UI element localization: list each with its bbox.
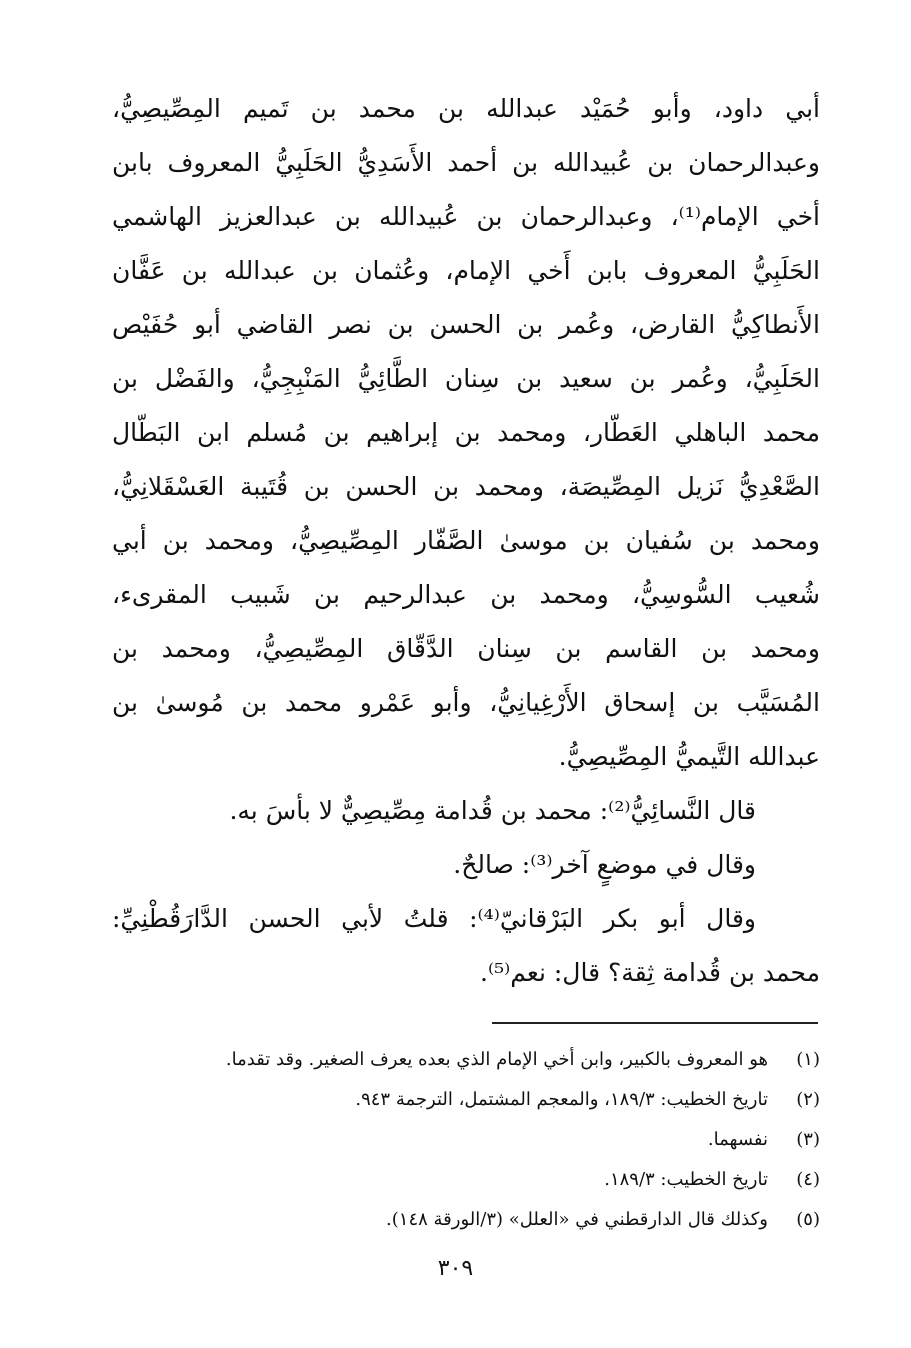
text-line: الصَّعْدِيُّ نَزيل المِصِّيصَة، ومحمد بن الحسن بن قُتَيبة العَسْقَلانِيُّ، xyxy=(112,472,820,501)
footnote-text: نفسهما. xyxy=(707,1129,768,1150)
text-line: الحَلَبِيُّ، وعُمر بن سعيد بن سِنان الطَّائِيُّ المَنْبِجِيُّ، والفَضْل بن xyxy=(112,364,820,393)
footnotes xyxy=(100,1040,820,1240)
quote-line: وقال في موضعٍ آخر⁽³⁾: صالحٌ. xyxy=(453,850,756,879)
text-line: ومحمد بن القاسم بن سِنان الدَّقّاق المِصِّيصِيُّ، ومحمد بن xyxy=(112,634,820,663)
text-line: وعبدالرحمان بن عُبيدالله بن أحمد الأَسَدِيُّ الحَلَبِيُّ المعروف بابن xyxy=(112,148,820,177)
text-line: المُسَيَّب بن إسحاق الأَرْغِيانِيُّ، وأبو عَمْرو محمد بن مُوسىٰ بن xyxy=(112,688,820,717)
footnote-number: (٤) xyxy=(796,1169,820,1190)
footnote xyxy=(100,1120,820,1160)
footnote-text: هو المعروف بالكبير، وابن أخي الإمام الذي بعده يعرف الصغير. وقد تقدما. xyxy=(225,1049,768,1070)
footnote xyxy=(100,1080,820,1120)
text-line: عبدالله التَّيميُّ المِصِّيصِيُّ. xyxy=(558,742,820,771)
footnote xyxy=(100,1040,820,1080)
quote-line: محمد بن قُدامة ثِقة؟ قال: نعم⁽⁵⁾. xyxy=(480,958,820,987)
text-line: ومحمد بن سُفيان بن موسىٰ الصَّفّار المِصِّيصِيُّ، ومحمد بن أبي xyxy=(112,526,820,555)
main-text xyxy=(112,82,820,1000)
footnote-number: (١) xyxy=(796,1049,820,1070)
text-line: أخي الإمام⁽¹⁾، وعبدالرحمان بن عُبيدالله بن عبدالعزيز الهاشمي xyxy=(112,202,820,231)
text-line: شُعيب السُّوسِيُّ، ومحمد بن عبدالرحيم بن شَبيب المقرىء، xyxy=(112,580,820,609)
footnote xyxy=(100,1160,820,1200)
footnote-text: وكذلك قال الدارقطني في «العلل» (٣/الورقة ١٤٨). xyxy=(386,1209,768,1230)
text-line: الأَنطاكِيُّ القارض، وعُمر بن الحسن بن نصر القاضي أبو حُفَيْص xyxy=(112,310,820,339)
text-line: أبي داود، وأبو حُمَيْد عبدالله بن محمد بن تَميم المِصِّيصِيُّ، xyxy=(112,94,820,123)
text-line: محمد الباهلي العَطّار، ومحمد بن إبراهيم بن مُسلم ابن البَطّال xyxy=(112,418,820,447)
footnote-number: (٢) xyxy=(796,1089,820,1110)
text-line: الحَلَبِيُّ المعروف بابن أَخي الإمام، وعُثمان بن عبدالله بن عَفَّان xyxy=(112,256,820,285)
footnote-number: (٣) xyxy=(796,1129,820,1150)
footnote-number: (٥) xyxy=(796,1209,820,1230)
quote-line: قال النَّسائِيُّ⁽²⁾: محمد بن قُدامة مِصِّيصِيٌّ لا بأسَ به. xyxy=(229,796,756,825)
page-number: ٣٠٩ xyxy=(437,1256,474,1281)
footnote-divider xyxy=(492,1022,818,1024)
footnote xyxy=(100,1200,820,1240)
footnote-text: تاريخ الخطيب: ١٨٩/٣. xyxy=(604,1169,768,1190)
quote-line: وقال أبو بكر البَرْقانيّ⁽⁴⁾: قلتُ لأبي الحسن الدَّارَقُطْنِيِّ: xyxy=(112,904,756,933)
footnote-text: تاريخ الخطيب: ١٨٩/٣، والمعجم المشتمل، الترجمة ٩٤٣. xyxy=(355,1089,768,1110)
